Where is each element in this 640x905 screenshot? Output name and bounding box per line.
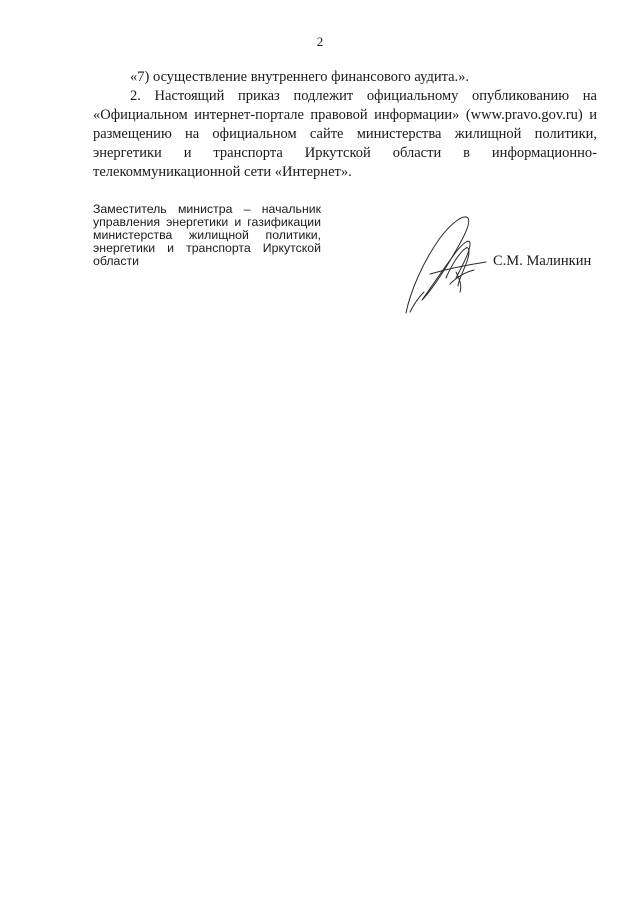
document-body [93,68,597,182]
handwritten-signature-icon [400,208,492,318]
paragraph-item-7: «7) осуществление внутреннего финансового аудита.». [130,69,470,85]
page-number: 2 [316,34,324,49]
signer-position: Заместитель министра – начальник управления энергетики и газификации министерства жилищной политики, энергетики и транспорта Иркутской области [93,202,321,268]
paragraph-publication: 2. Настоящий приказ подлежит официальному опубликованию на «Официальном интернет-портале правовой информации» (www.pravo.gov.ru) и размещению на официальном сайте министерства жилищной политики, энергетики и транспорта Иркутской области в информационно-телекоммуникационной сети «Интернет». [93,88,597,180]
signer-name: С.М. Малинкин [493,253,592,269]
